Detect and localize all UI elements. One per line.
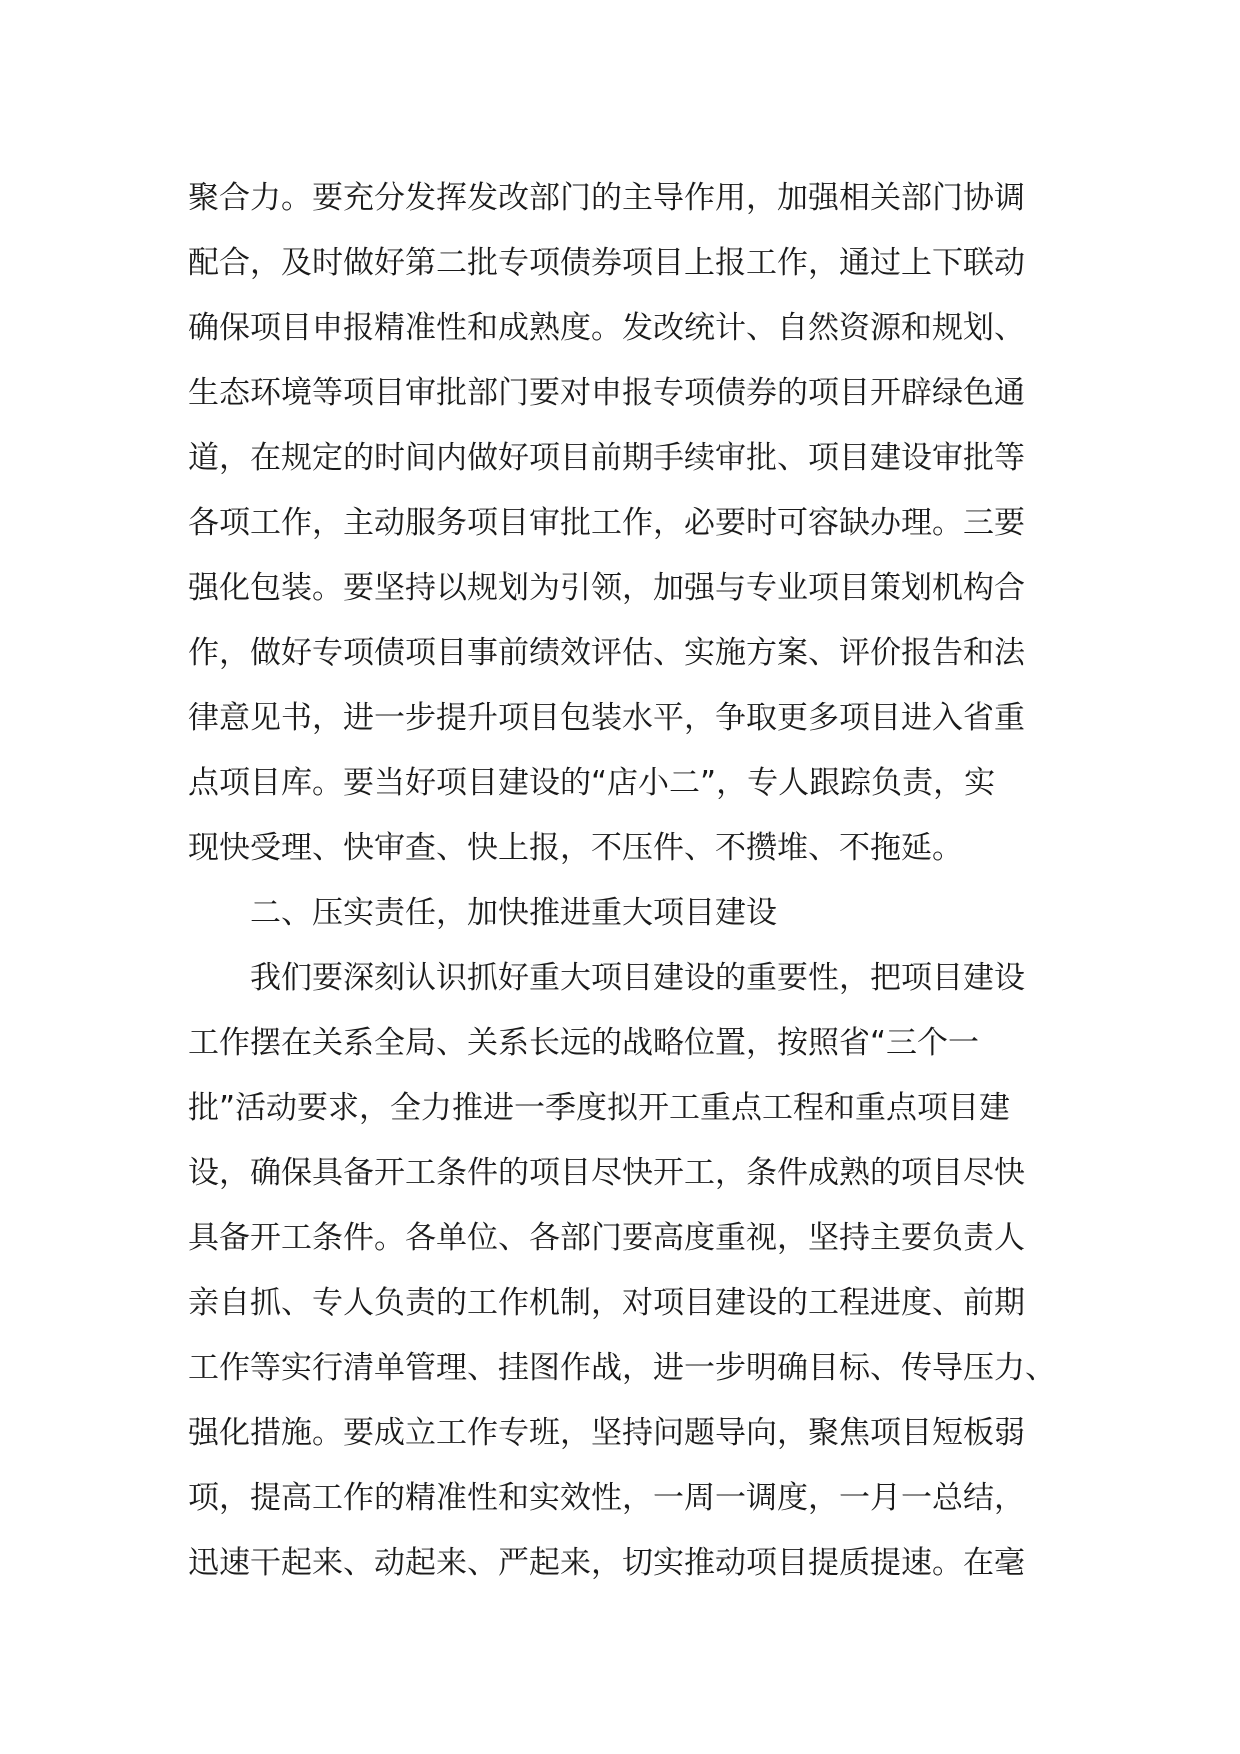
section-heading: 二、压实责任，加快推进重大项目建设 <box>250 895 777 931</box>
paragraph-start-line: 我们要深刻认识抓好重大项目建设的重要性，把项目建设 <box>250 960 1025 996</box>
text-line: 作，做好专项债项目事前绩效评估、实施方案、评价报告和法 <box>188 635 1025 671</box>
text-line: 工作等实行清单管理、挂图作战，进一步明确目标、传导压力、 <box>188 1350 1056 1386</box>
text-line: 项，提高工作的精准性和实效性，一周一调度，一月一总结， <box>188 1480 1025 1516</box>
text-line: 具备开工条件。各单位、各部门要高度重视，坚持主要负责人 <box>188 1220 1025 1256</box>
text-line: 迅速干起来、动起来、严起来，切实推动项目提质提速。在毫 <box>188 1545 1025 1581</box>
text-line: 强化包装。要坚持以规划为引领，加强与专业项目策划机构合 <box>188 570 1025 606</box>
text-line: 现快受理、快审查、快上报，不压件、不攒堆、不拖延。 <box>188 830 963 866</box>
text-line: 设，确保具备开工条件的项目尽快开工，条件成熟的项目尽快 <box>188 1155 1025 1191</box>
text-line: 道，在规定的时间内做好项目前期手续审批、项目建设审批等 <box>188 440 1025 476</box>
text-line: 批”活动要求，全力推进一季度拟开工重点工程和重点项目建 <box>188 1090 1011 1126</box>
text-line: 工作摆在关系全局、关系长远的战略位置，按照省“三个一 <box>188 1025 980 1061</box>
text-line: 律意见书，进一步提升项目包装水平，争取更多项目进入省重 <box>188 700 1025 736</box>
text-line: 强化措施。要成立工作专班，坚持问题导向，聚焦项目短板弱 <box>188 1415 1025 1451</box>
body-text <box>188 166 1088 1596</box>
text-line: 生态环境等项目审批部门要对申报专项债券的项目开辟绿色通 <box>188 375 1025 411</box>
text-line: 聚合力。要充分发挥发改部门的主导作用，加强相关部门协调 <box>188 180 1025 216</box>
text-line: 配合，及时做好第二批专项债券项目上报工作，通过上下联动 <box>188 245 1025 281</box>
text-line: 亲自抓、专人负责的工作机制，对项目建设的工程进度、前期 <box>188 1285 1025 1321</box>
text-line: 点项目库。要当好项目建设的“店小二”，专人跟踪负责，实 <box>188 765 996 801</box>
text-line: 确保项目申报精准性和成熟度。发改统计、自然资源和规划、 <box>188 310 1025 346</box>
text-line: 各项工作，主动服务项目审批工作，必要时可容缺办理。三要 <box>188 505 1025 541</box>
